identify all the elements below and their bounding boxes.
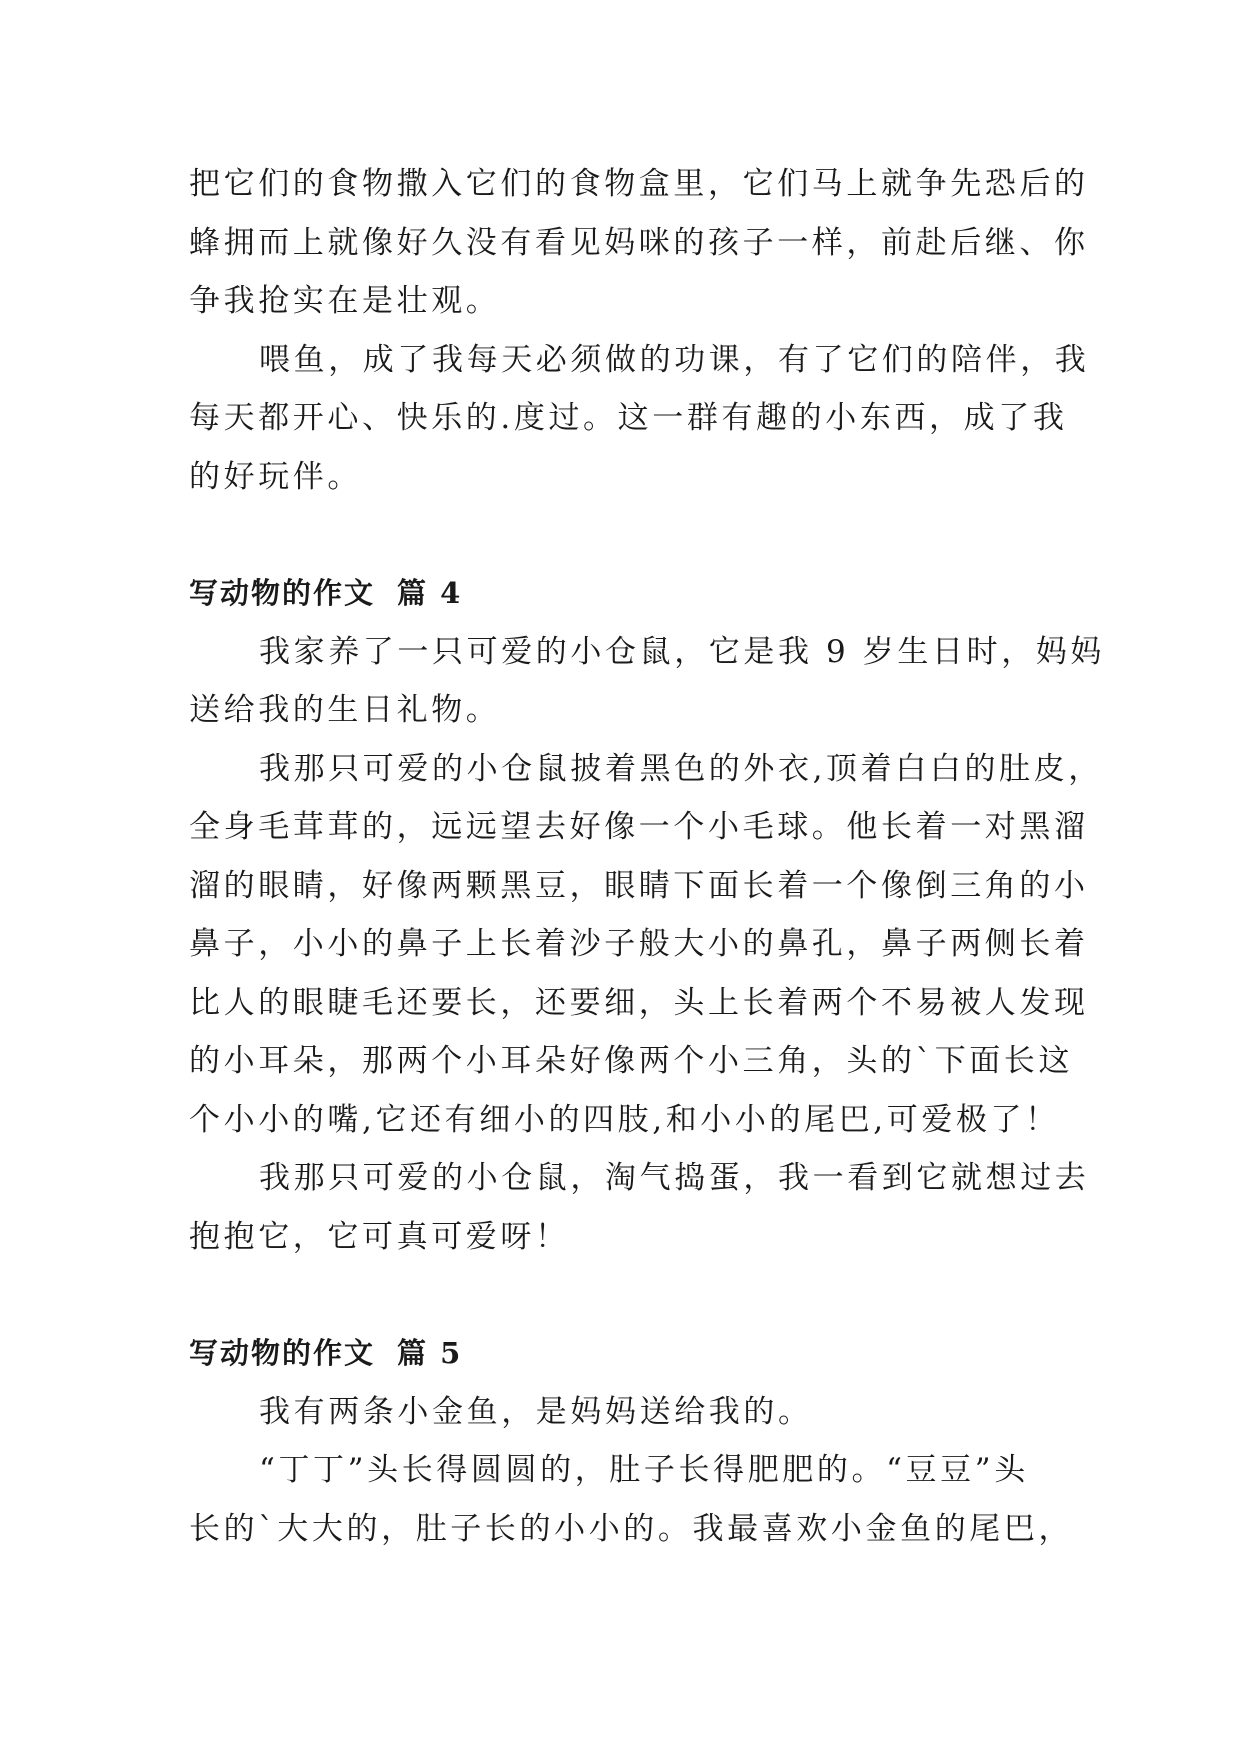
text-line: 把它们的食物撒入它们的食物盒里，它们马上就争先恐后的: [189, 166, 1089, 202]
section-number: 篇 4: [397, 576, 463, 610]
section-heading-5: [189, 1324, 1057, 1383]
section-spacer: [189, 506, 1057, 564]
text-line: 的小耳朵，那两个小耳朵好像两个小三角，头的`下面长这: [189, 1043, 1074, 1079]
paragraph-hamster-conclusion: [189, 1149, 1090, 1266]
text-line: 我有两条小金鱼，是妈妈送给我的。: [259, 1393, 813, 1430]
paragraph-hamster-intro: [189, 623, 1106, 740]
paragraph-hamster-description: [189, 740, 1103, 1150]
text-line: 我家养了一只可爱的小仓鼠，它是我 9 岁生日时，妈妈: [259, 633, 1106, 670]
text-line: 每天都开心、快乐的.度过。这一群有趣的小东西，成了我: [189, 400, 1068, 436]
text-line: 全身毛茸茸的，远远望去好像一个小毛球。他长着一对黑溜: [189, 809, 1089, 845]
section-number: 篇 5: [397, 1336, 463, 1370]
text-line: 比人的眼睫毛还要长，还要细，头上长着两个不易被人发现: [189, 984, 1089, 1021]
text-line: 送给我的生日礼物。: [189, 692, 501, 728]
paragraph-goldfish-description: [189, 1441, 1074, 1558]
text-line: 的好玩伴。: [189, 458, 362, 495]
text-line: 长的`大大的，肚子长的小小的。我最喜欢小金鱼的尾巴，: [189, 1510, 1074, 1547]
section-heading-4: [189, 564, 1057, 623]
paragraph-goldfish-intro: [189, 1383, 1057, 1442]
text-line: 个小小的嘴,它还有细小的四肢,和小小的尾巴,可爱极了！: [189, 1101, 1060, 1138]
paragraph-feeding-summary: [189, 331, 1090, 507]
text-line: 蜂拥而上就像好久没有看见妈咪的孩子一样，前赴后继、你: [189, 224, 1089, 261]
text-line: “丁丁”头长得圆圆的，肚子长得肥肥的。“豆豆”头: [259, 1452, 1029, 1488]
text-line: 喂鱼，成了我每天必须做的功课，有了它们的陪伴，我: [259, 341, 1090, 378]
section-title: 写动物的作文: [189, 1336, 376, 1370]
document-body: [189, 155, 1106, 1558]
text-line: 争我抢实在是壮观。: [189, 283, 501, 319]
paragraph-feeding-continued: [189, 155, 1089, 331]
text-line: 鼻子，小小的鼻子上长着沙子般大小的鼻孔，鼻子两侧长着: [189, 926, 1089, 962]
text-line: 抱抱它，它可真可爱呀！: [189, 1218, 570, 1255]
section-spacer: [189, 1266, 1057, 1324]
section-title: 写动物的作文: [189, 576, 376, 610]
text-line: 溜的眼睛，好像两颗黑豆，眼睛下面长着一个像倒三角的小: [189, 867, 1089, 904]
text-line: 我那只可爱的小仓鼠披着黑色的外衣,顶着白白的肚皮，: [259, 750, 1103, 787]
text-line: 我那只可爱的小仓鼠，淘气捣蛋，我一看到它就想过去: [259, 1160, 1090, 1196]
